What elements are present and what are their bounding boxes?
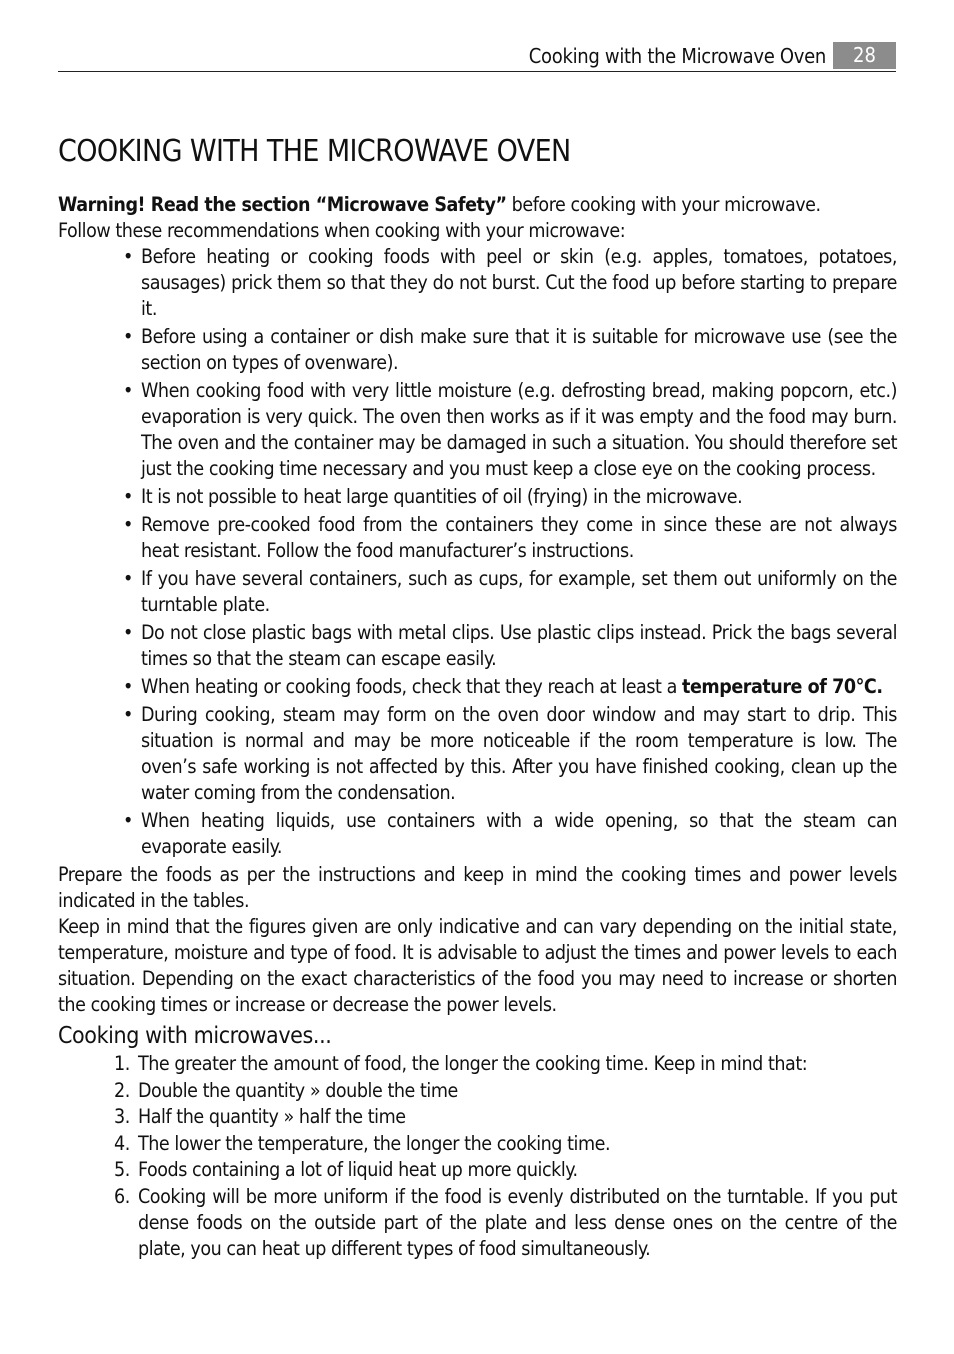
warning-rest-text: before cooking with your microwave. (506, 193, 821, 216)
intro-text: Follow these recommendations when cooking with your microwave: (58, 219, 626, 242)
page-number-badge: 28 (833, 42, 896, 69)
list-item-text: When cooking food with very little moisture (e.g. defrosting bread, making popcorn, etc.) evaporation is very quick. The oven then works as if it was empty and the food may burn. The oven and the container may be damaged in such a situation. You should therefore set just the cooking time necessary and you must keep a close eye on the cooking process. (141, 379, 897, 480)
list-item-text: Remove pre-cooked food from the containers they come in since these are not always heat resistant. Follow the food manufacturer’s instructions. (141, 513, 897, 562)
running-header-title: Cooking with the Microwave Oven (528, 44, 826, 68)
list-item (123, 566, 897, 618)
recommendation-list (58, 244, 897, 860)
list-item (123, 620, 897, 672)
item-text: Foods containing a lot of liquid heat up more quickly. (138, 1158, 578, 1181)
warning-bold-text: Warning! Read the section “Microwave Safety” (58, 193, 507, 216)
main-content (58, 192, 897, 1262)
list-item (123, 674, 897, 700)
running-header (58, 40, 896, 72)
bullet-icon: • (123, 703, 133, 726)
list-item (123, 512, 897, 564)
item-number: 1. (114, 1052, 130, 1075)
list-item (123, 378, 897, 482)
numbered-item (114, 1051, 897, 1077)
temperature-highlight: temperature of 70°C. (682, 675, 883, 698)
item-text: Half the quantity » half the time (138, 1105, 406, 1128)
item-text: The greater the amount of food, the longer the cooking time. Keep in mind that: (138, 1052, 808, 1075)
list-item-text: If you have several containers, such as cups, for example, set them out uniformly on the turntable plate. (141, 567, 897, 616)
paragraph-tables: Prepare the foods as per the instructions and keep in mind the cooking times and power levels indicated in the tables. (58, 863, 897, 912)
paragraph-indicative: Keep in mind that the figures given are only indicative and can vary depending on the initial state, temperature, moisture and type of food. It is advisable to adjust the times and power levels to each situation. Depending on the exact characteristics of the food you may need to increase or shorten the cooking times or increase or decrease the power levels. (58, 915, 897, 1016)
numbered-item (114, 1104, 897, 1130)
bullet-icon: • (123, 245, 133, 268)
bullet-icon: • (123, 809, 133, 832)
bullet-icon: • (123, 567, 133, 590)
numbered-list (58, 1051, 897, 1262)
list-item (123, 484, 897, 510)
list-item-text: Before heating or cooking foods with peel or skin (e.g. apples, tomatoes, potatoes, sausages) prick them so that they do not burst. Cut the food up before starting to prepare it. (141, 245, 897, 320)
bullet-icon: • (123, 621, 133, 644)
list-item-text: Do not close plastic bags with metal clips. Use plastic clips instead. Prick the bags several times so that the steam can escape easily. (141, 621, 897, 670)
item-text: The lower the temperature, the longer the cooking time. (138, 1131, 611, 1155)
numbered-item (114, 1078, 897, 1104)
list-item (123, 808, 897, 860)
section-subheading: Cooking with microwaves... (58, 1023, 332, 1049)
list-item (123, 244, 897, 322)
bullet-icon: • (123, 325, 133, 348)
bullet-icon: • (123, 485, 133, 508)
item-number: 4. (114, 1131, 130, 1155)
numbered-item (114, 1157, 897, 1183)
numbered-item (114, 1184, 897, 1262)
list-item (123, 324, 897, 376)
bullet-icon: • (123, 379, 133, 402)
page-title: COOKING WITH THE MICROWAVE OVEN (58, 134, 571, 169)
item-text: Cooking will be more uniform if the food is evenly distributed on the turntable. If you put dense foods on the outside part of the plate and less dense ones on the centre of the plate, you can heat up different types of food simultaneously. (138, 1184, 897, 1260)
list-item-text: When heating or cooking foods, check that they reach at least a (141, 675, 682, 698)
bullet-icon: • (123, 675, 133, 698)
list-item (123, 702, 897, 806)
item-number: 2. (114, 1078, 130, 1102)
bullet-icon: • (123, 513, 133, 536)
list-item-text: It is not possible to heat large quantities of oil (frying) in the microwave. (141, 485, 743, 508)
list-item-text: When heating liquids, use containers with a wide opening, so that the steam can evaporate easily. (141, 809, 897, 858)
item-number: 3. (114, 1105, 130, 1128)
item-text: Double the quantity » double the time (138, 1078, 458, 1102)
item-number: 6. (114, 1184, 130, 1208)
numbered-item (114, 1131, 897, 1157)
list-item-text: During cooking, steam may form on the oven door window and may start to drip. This situation is normal and may be more noticeable if the room temperature is low. The oven’s safe working is not affected by this. After you have finished cooking, clean up the water coming from the condensation. (141, 703, 897, 804)
list-item-text: Before using a container or dish make sure that it is suitable for microwave use (see the section on types of ovenware). (141, 325, 897, 374)
warning-line (58, 192, 897, 218)
item-number: 5. (114, 1158, 130, 1181)
